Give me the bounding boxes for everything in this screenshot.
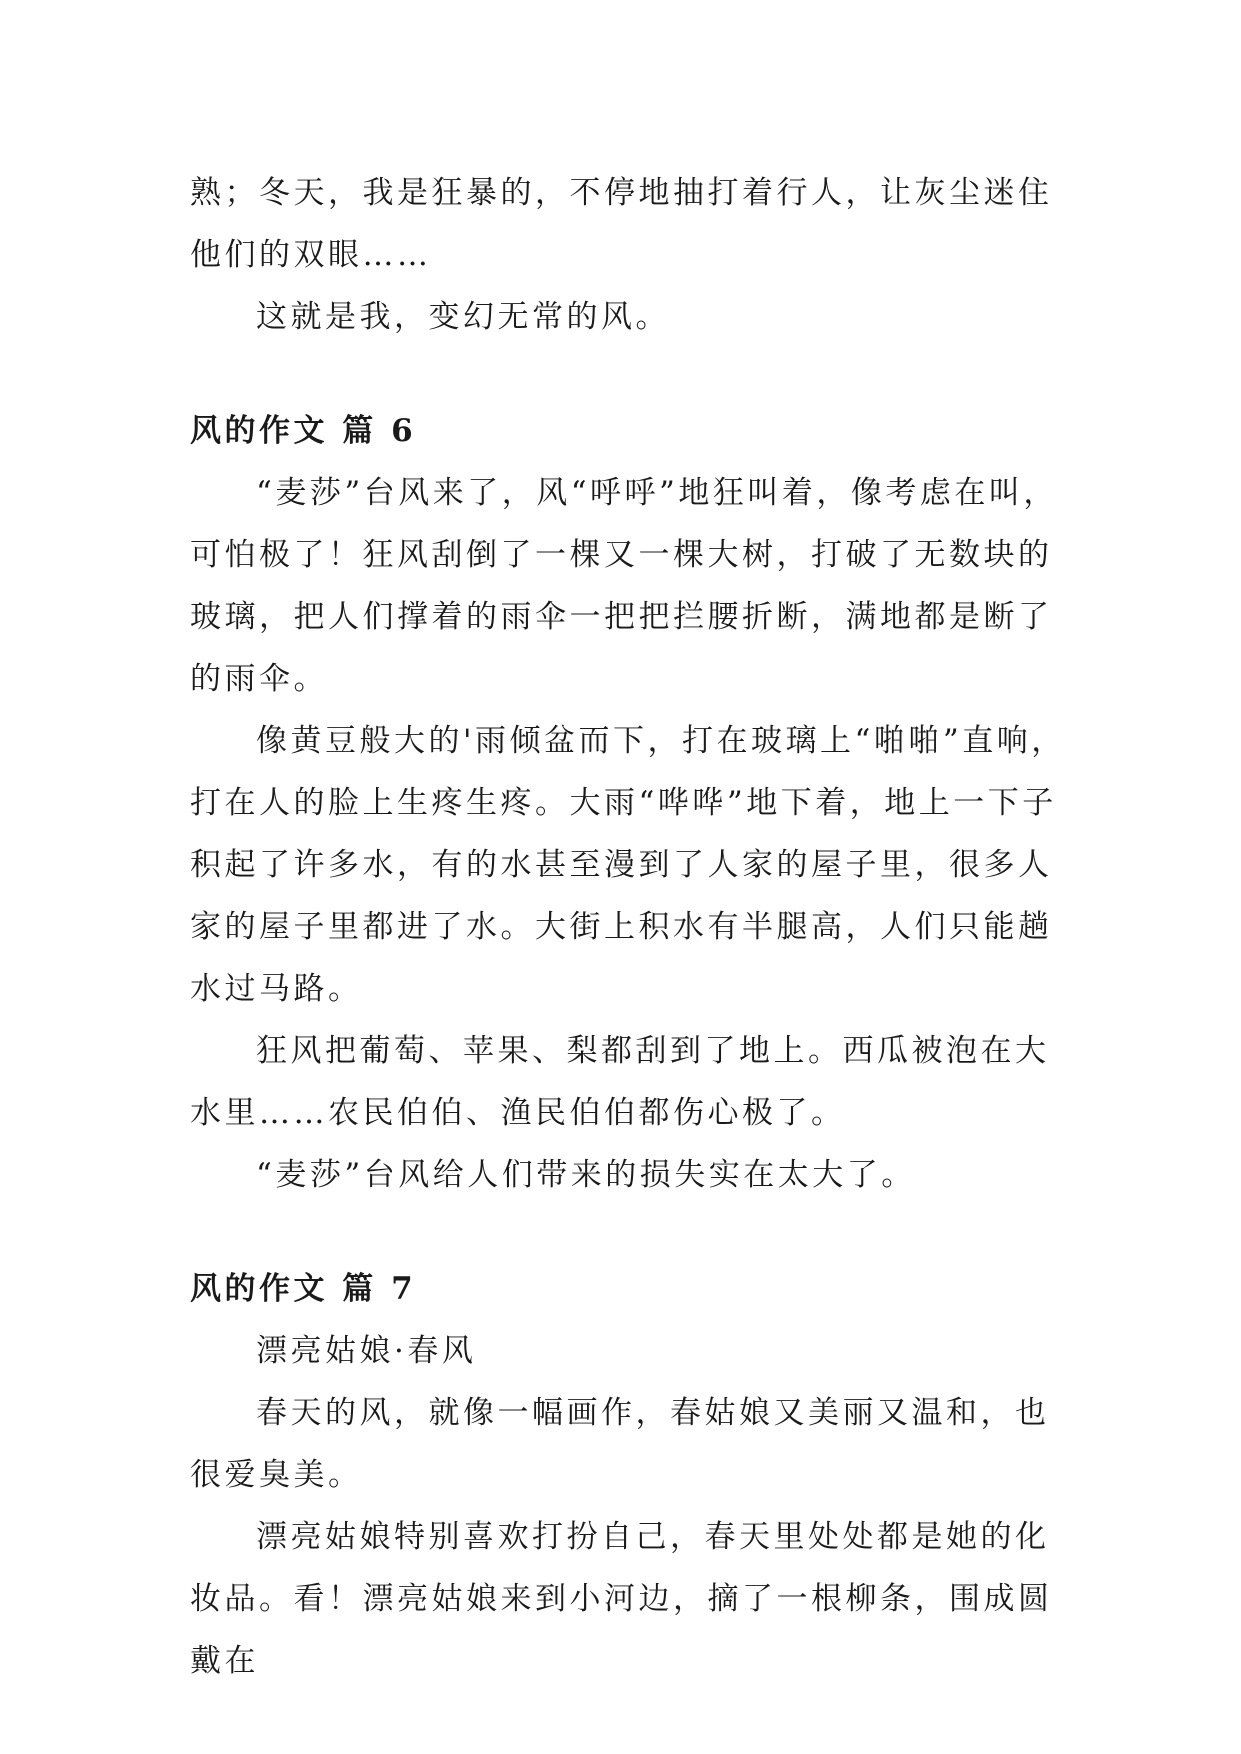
- paragraph: 春天的风，就像一幅画作，春姑娘又美丽又温和，也很爱臭美。: [190, 1395, 1050, 1493]
- paragraph: 这就是我，变幻无常的风。: [256, 299, 670, 335]
- paragraph: 像黄豆般大的'雨倾盆而下，打在玻璃上“啪啪”直响，打在人的脸上生疼生疼。大雨“哗哗”地下着，地上一下子积起了许多水，有的水甚至漫到了人家的屋子里，很多人家的屋子里都进了水。大街上积水有半腿高，人们只能趟水过马路。: [190, 723, 1066, 1007]
- section-gap: [190, 348, 1070, 400]
- paragraph: 狂风把葡萄、苹果、梨都刮到了地上。西瓜被泡在大水里……农民伯伯、渔民伯伯都伤心极了。: [190, 1033, 1050, 1131]
- section-gap: [190, 1206, 1070, 1258]
- section-heading-6: 风的作文 篇 6: [190, 413, 417, 449]
- section-heading-7: 风的作文 篇 7: [190, 1271, 417, 1307]
- paragraph: 漂亮姑娘特别喜欢打扮自己，春天里处处都是她的化妆品。看！漂亮姑娘来到小河边，摘了一根柳条，围成圆戴在: [190, 1519, 1053, 1679]
- essay-body: [190, 162, 1070, 1692]
- paragraph-continuation: 熟；冬天，我是狂暴的，不停地抽打着行人，让灰尘迷住他们的双眼……: [190, 175, 1053, 273]
- paragraph: “麦莎”台风给人们带来的损失实在太大了。: [256, 1157, 916, 1193]
- paragraph: “麦莎”台风来了，风“呼呼”地狂叫着，像考虑在叫，可怕极了！狂风刮倒了一棵又一棵大树，打破了无数块的玻璃，把人们撑着的雨伞一把把拦腰折断，满地都是断了的雨伞。: [190, 475, 1058, 697]
- subtitle-paragraph: 漂亮姑娘·春风: [256, 1333, 477, 1369]
